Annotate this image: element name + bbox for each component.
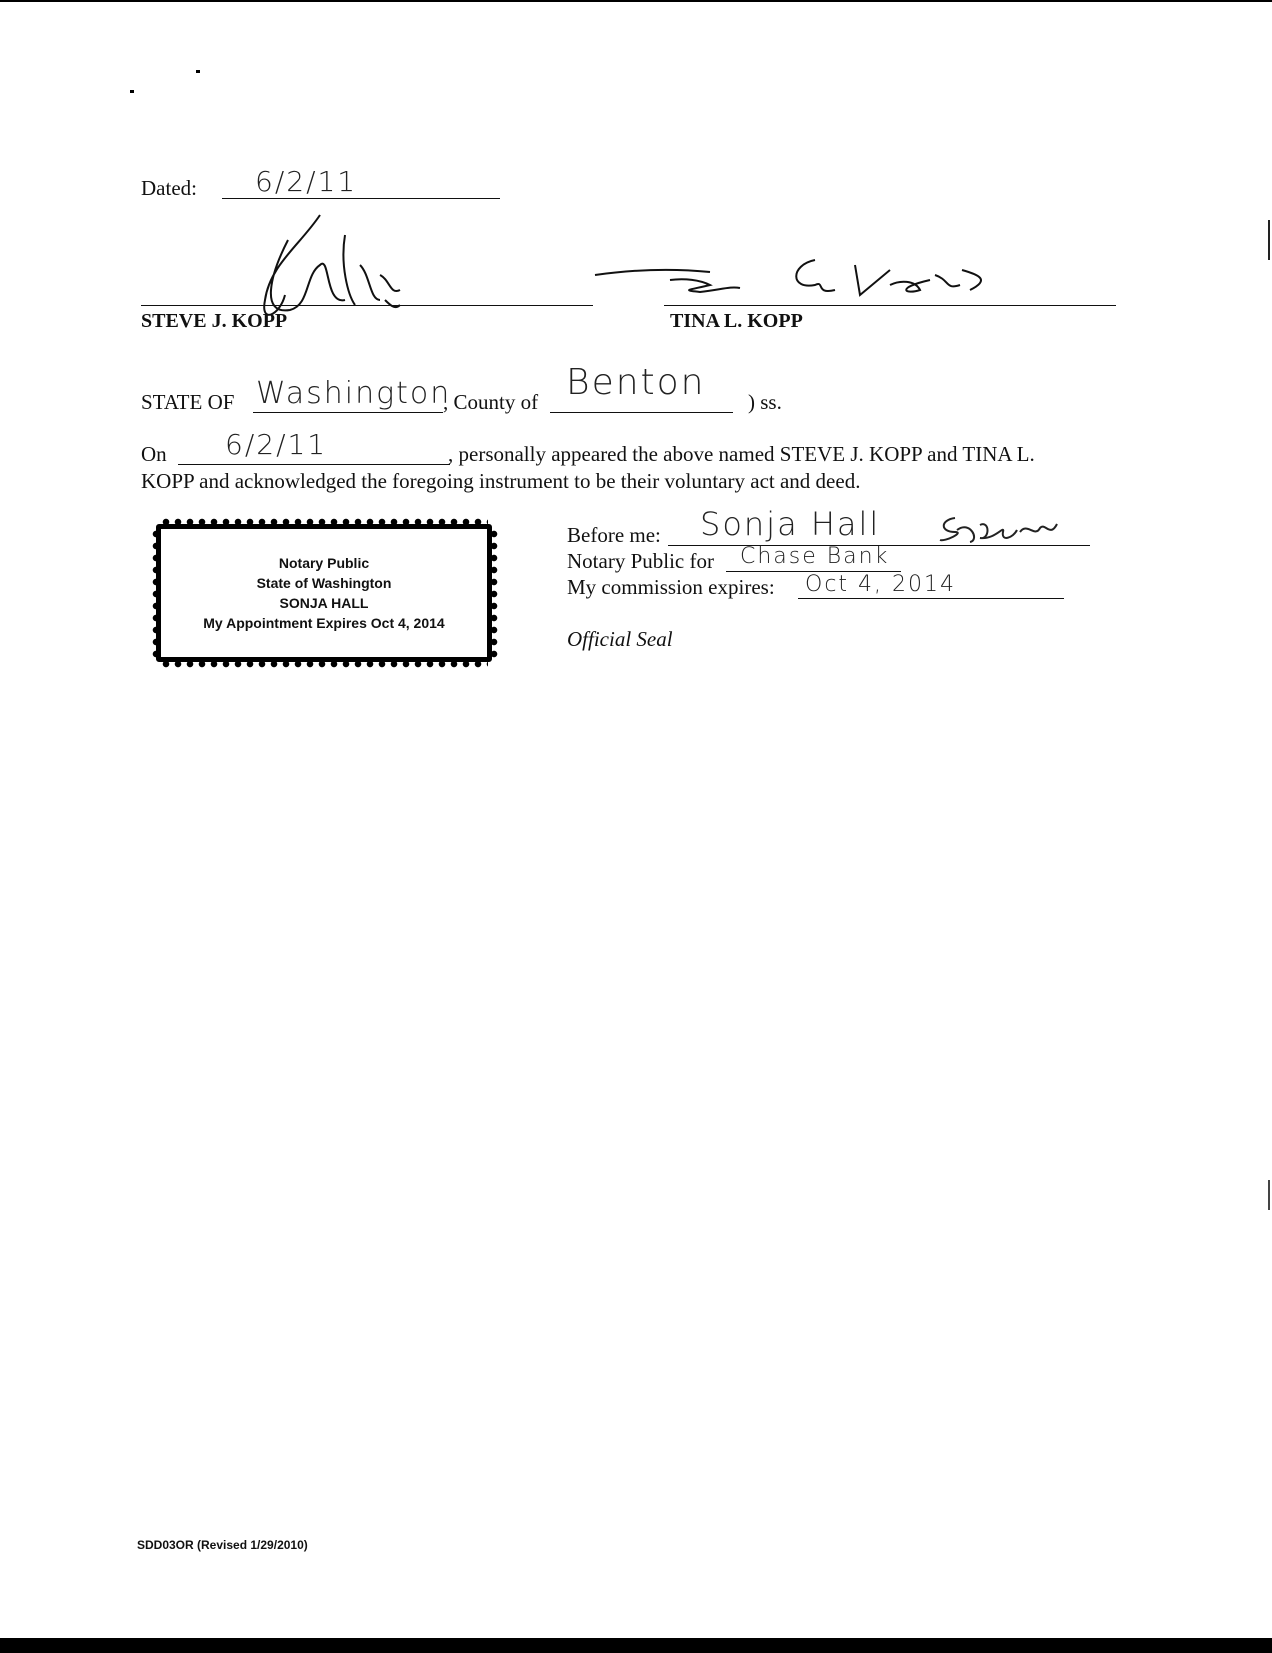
- ss-label: ) ss.: [748, 390, 782, 414]
- on-label: On: [141, 442, 167, 466]
- commission-label: My commission expires:: [567, 575, 775, 599]
- state-line: [253, 412, 443, 413]
- state-label: STATE OF: [141, 390, 235, 414]
- scan-bottom-border: [0, 1638, 1272, 1653]
- signer2-name: TINA L. KOPP: [670, 310, 803, 332]
- signer1-name: STEVE J. KOPP: [141, 310, 288, 332]
- official-seal-label: Official Seal: [567, 627, 673, 651]
- ack-text-line2: KOPP and acknowledged the foregoing instrument to be their voluntary act and deed.: [141, 469, 861, 493]
- scan-edge-mark: [1268, 1180, 1270, 1210]
- ack-text-line1: , personally appeared the above named STEVE J. KOPP and TINA L.: [448, 442, 1035, 466]
- county-line: [550, 412, 733, 413]
- county-handwritten: Benton: [566, 362, 706, 403]
- ack-date-handwritten: 6/2/11: [225, 428, 328, 461]
- scan-speck: [196, 70, 200, 73]
- dated-line: [222, 198, 500, 199]
- state-handwritten: Washington: [256, 376, 452, 411]
- ack-date-line: [178, 464, 450, 465]
- stamp-line1: Notary Public: [278, 555, 370, 571]
- stamp-line3: SONJA HALL: [279, 595, 369, 611]
- notary-for-label: Notary Public for: [567, 549, 714, 573]
- county-label: , County of: [443, 390, 539, 414]
- notary-signature: [935, 510, 1075, 548]
- signature-line-2: [664, 305, 1116, 306]
- notary-stamp: [152, 518, 502, 668]
- form-code: SDD03OR (Revised 1/29/2010): [137, 1538, 308, 1552]
- dated-label: Dated:: [141, 176, 197, 200]
- scan-speck: [130, 90, 134, 93]
- notary-for-handwritten: Chase Bank: [740, 544, 890, 569]
- signature-line-1: [141, 305, 593, 306]
- before-me-handwritten: Sonja Hall: [700, 505, 881, 543]
- commission-handwritten: Oct 4, 2014: [805, 572, 957, 597]
- stamp-line2: State of Washington: [256, 575, 392, 591]
- commission-line: [798, 598, 1064, 599]
- stamp-line4: My Appointment Expires Oct 4, 2014: [203, 615, 445, 631]
- scan-edge-mark: [1268, 220, 1270, 260]
- page-top-border: [0, 0, 1272, 2]
- dated-handwritten: 6/2/11: [255, 165, 358, 198]
- before-me-label: Before me:: [567, 523, 661, 547]
- stamp-body: [156, 524, 492, 662]
